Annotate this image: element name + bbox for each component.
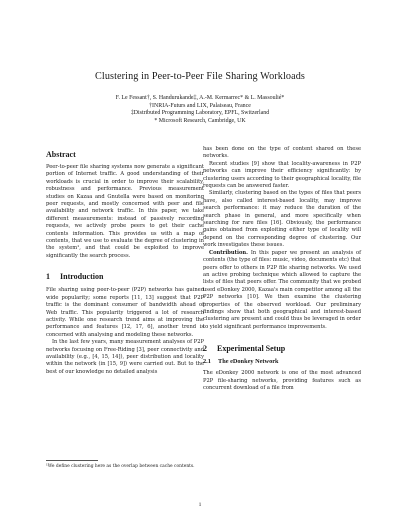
footnote: ¹We define clustering here as the overlap between cache contents. (46, 464, 195, 469)
setup-title: Experimental Setup (217, 344, 286, 354)
edonkey-title: The eDonkey Network (218, 358, 279, 366)
right-column (203, 146, 361, 392)
intro-number: 1 (46, 272, 50, 282)
author-names: F. Le Fessant†, S. Handurukande‡, A.-M. Kermarrec* & L. Massoulié* (115, 95, 285, 101)
body-paragraph: Recent studies [9] show that locality-awareness in P2P networks can improve their efficiency significantly: by clustering users according to their geographical locality, file requests can be answered faster. (203, 160, 361, 190)
paper-title: Clustering in Peer-to-Peer File Sharing Workloads (95, 71, 305, 82)
contribution-paragraph (203, 250, 361, 331)
affiliation-microsoft: * Microsoft Research, Cambridge, UK (154, 117, 246, 124)
abstract-heading: Abstract (46, 150, 76, 159)
body-paragraph: Similarly, clustering based on the types of files that peers have, also called interest-based locality, may improve search performance: it may reduce the duration of the search phase in general, and more specifically when searching for rare files [16]. Obviously, the performance gains obtained from exploiting either type of locality will depend on the corresponding degree of clustering. Our work investigates these issues. (203, 190, 361, 249)
affiliation-epfl: ‡Distributed Programming Laboratory, EPFL, Switzerland (130, 110, 270, 117)
left-column (46, 150, 204, 376)
edonkey-number: 2.1 (203, 358, 211, 366)
intro-title: Introduction (60, 272, 104, 282)
intro-heading (46, 272, 204, 281)
contribution-text: In this paper we present an analysis of contents (the type of files: music, video, documents etc) that peers offer to others in P2P file sharing networks. We used an active probing technique which allowed to capture the lists of files that peers offer. The community that we probed used eDonkey 2000, Kazaa's main competitor among all the P2P networks [10]. We then examine the clustering properties of the observed workload. Our preliminary findings show that both geographical and interest-based clustering are present and could thus be leveraged in order to yield significant performance improvements. (203, 249, 361, 330)
edonkey-subheading (203, 358, 361, 365)
body-paragraph: has been done on the type of content shared on these networks. (203, 146, 361, 160)
footnote-rule (46, 460, 98, 461)
author-block (0, 95, 400, 125)
contribution-lead: Contribution. (209, 249, 248, 256)
affiliation-inria: †INRIA-Futurs and LIX, Palaiseau, France (149, 102, 251, 109)
setup-paragraph: The eDonkey 2000 network is one of the most advanced P2P file-sharing networks, providing features such as concurrent download of a file from (203, 370, 361, 391)
setup-heading (203, 344, 361, 353)
abstract-text: Peer-to-peer file sharing systems now generate a significant portion of Internet traffic. A good understanding of their workloads is crucial in order to improve their scalability, robustness and performance. Previous measurement studies on Kazaa and Gnutella were based on monitoring peer requests, and mostly concerned with peer and file availability and network traffic. In this paper, we take different measurements: instead of passively recording requests, we actively probe peers to get their cache contents information. This provides us with a map of contents, that we use to evaluate the degree of clustering in the system¹, and that could be exploited to improve significantly the search process. (46, 164, 204, 259)
intro-paragraph: File sharing using peer-to-peer (P2P) networks has gained wide popularity; some reports [11, 13] suggest that P2P traffic is the dominant consumer of bandwidth ahead of Web traffic. This popularity triggered a lot of research activity. While one research trend aims at improving the performance and features [12, 17, 6], another trend is concerned with analysing and modeling these networks. (46, 287, 204, 338)
intro-paragraph: In the last few years, many measurement analyses of P2P networks focusing on Free-Riding [3], peer connectivity and availability (e.g., [4, 15, 14]), peer distribution and locality within the network (in [15, 9]) were carried out. But to the best of our knowledge no detailed analysis (46, 339, 204, 375)
page-number: 1 (198, 502, 202, 508)
setup-number: 2 (203, 344, 207, 354)
